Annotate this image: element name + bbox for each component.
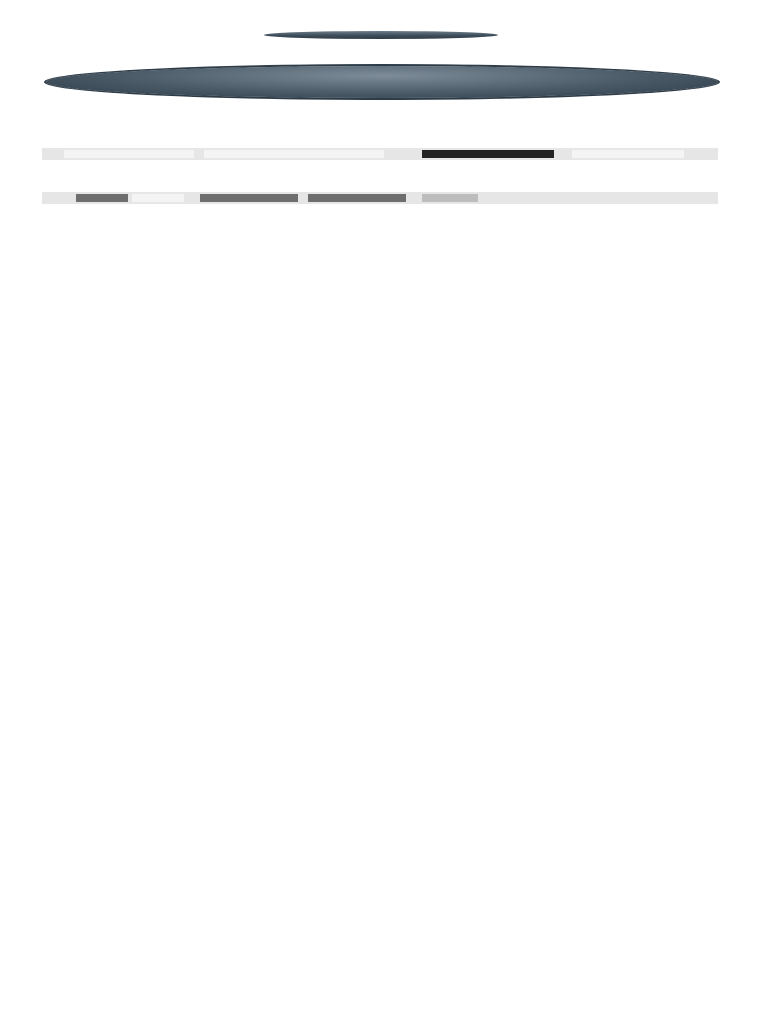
table-two-cell bbox=[422, 194, 478, 202]
table-one-cell bbox=[64, 150, 194, 158]
table-two-cell bbox=[132, 194, 184, 202]
top-button[interactable] bbox=[264, 31, 498, 39]
paragraph bbox=[42, 356, 718, 456]
paragraph bbox=[42, 576, 718, 612]
paragraph bbox=[42, 680, 718, 706]
table-one-cell bbox=[422, 150, 554, 158]
table-one-cell bbox=[204, 150, 384, 158]
paragraph bbox=[42, 550, 718, 563]
paragraph bbox=[42, 460, 718, 496]
table-two bbox=[42, 192, 718, 204]
table-one bbox=[42, 148, 718, 160]
table-two-cell bbox=[308, 194, 406, 202]
paragraph bbox=[42, 626, 718, 652]
table-one-link[interactable] bbox=[572, 150, 684, 158]
table-two-cell bbox=[200, 194, 298, 202]
banner-button[interactable] bbox=[46, 66, 718, 98]
paragraph bbox=[42, 498, 718, 548]
paragraph bbox=[42, 884, 718, 962]
paragraph bbox=[42, 252, 718, 352]
table-two-cell bbox=[76, 194, 128, 202]
paragraph bbox=[42, 982, 718, 1008]
paragraph bbox=[42, 216, 718, 242]
